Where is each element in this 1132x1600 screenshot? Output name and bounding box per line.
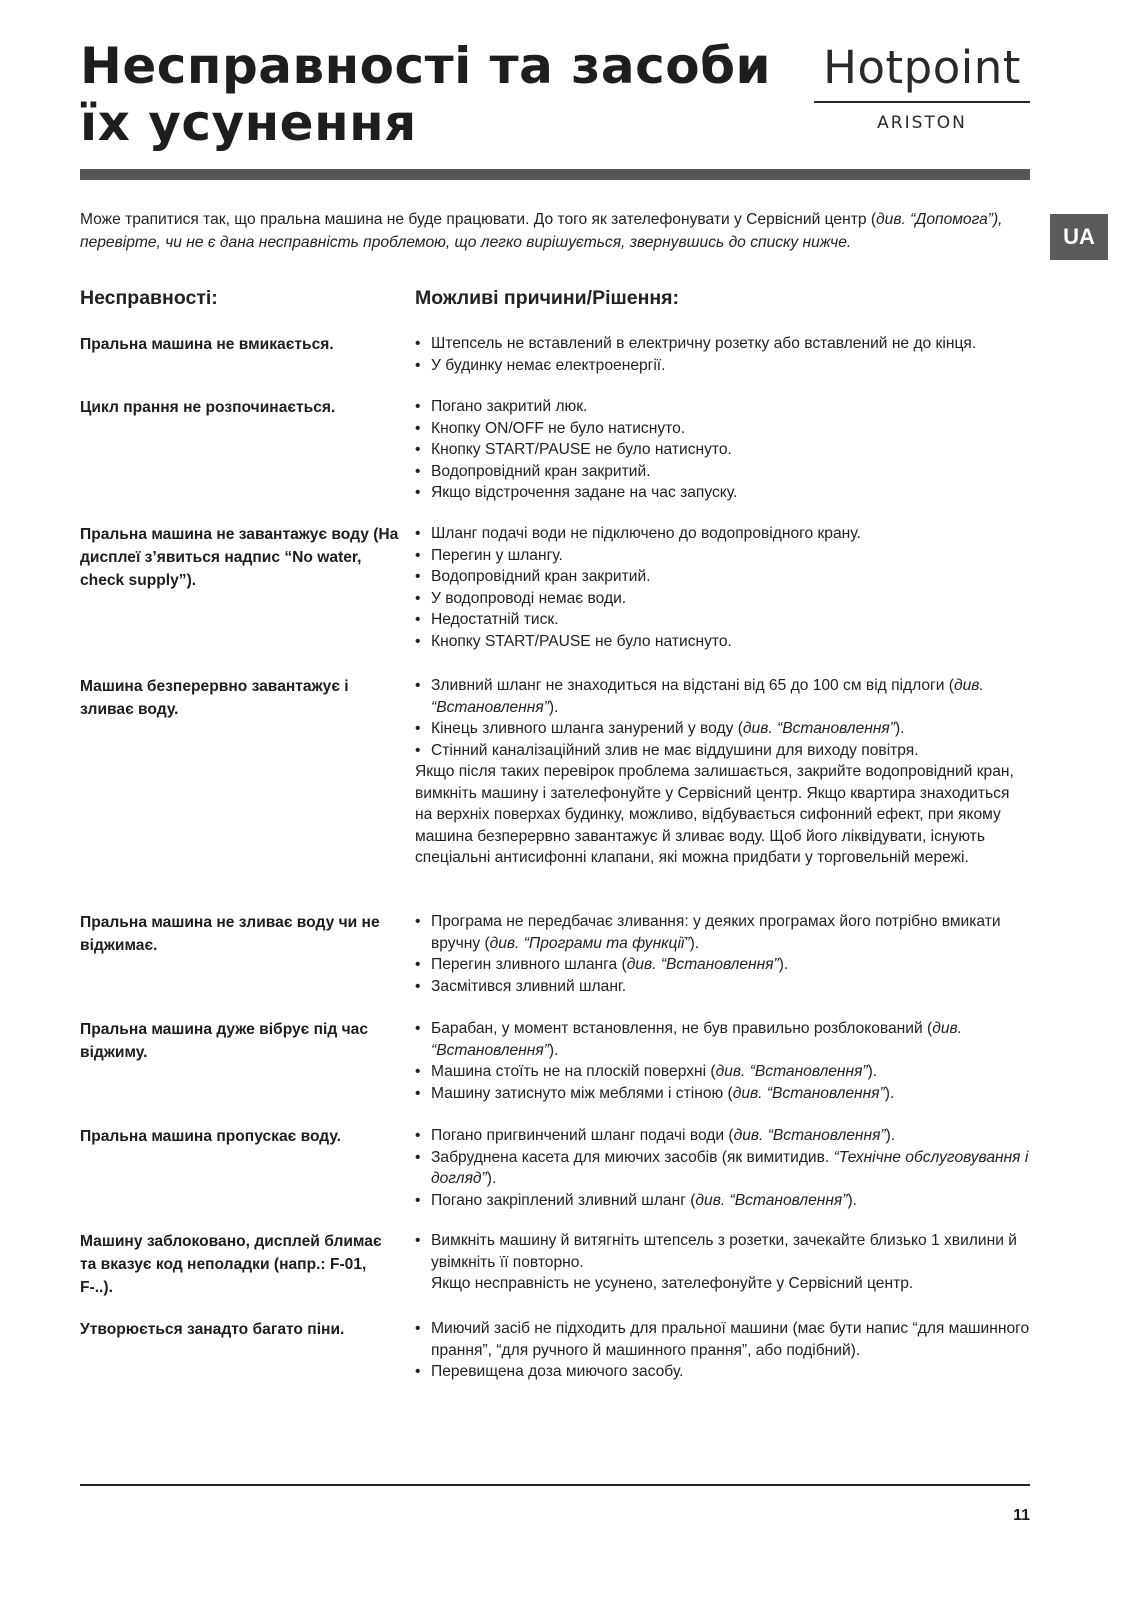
fix-reference: див. “Встановлення”: [742, 720, 895, 737]
fix-tail: ).: [894, 720, 905, 737]
fix-text: Забруднена касета для миючих засобів (як вимитидив.: [431, 1148, 834, 1166]
fix-text: Вимкніть машину й витягніть штепсель з розетки, зачекайте близько 1 хвилини й увімкніть її повторно.: [431, 1232, 1017, 1271]
fix-text: Засмітився зливний шланг.: [431, 977, 627, 995]
fix-text: Кінець зливного шланга занурений у воду (: [431, 720, 743, 737]
table-row: [80, 396, 1030, 504]
fix-list: [415, 1018, 1030, 1104]
fix-tail: ).: [689, 934, 700, 952]
fault-label: Пральна машина не завантажує воду (На дисплеї з’явиться надпис “No water, check supply”).: [80, 526, 399, 589]
fix-text: Зливний шланг не знаходиться на відстані від 65 до 100 см від підлоги (: [431, 677, 954, 694]
brand-name: Hotpoint: [823, 41, 1021, 94]
table-row: [80, 1318, 1030, 1383]
fix-tail: ).: [884, 1084, 895, 1102]
footer-rule: [80, 1484, 1030, 1486]
fix-tail: ).: [548, 1041, 559, 1059]
fix-item: [415, 588, 1030, 610]
fix-item: [415, 1230, 1030, 1273]
fix-list: [415, 911, 1030, 997]
fix-item: [415, 740, 1030, 762]
fix-item: [415, 1147, 1030, 1190]
fix-text: У будинку немає електроенергії.: [431, 356, 666, 374]
table-row: [80, 675, 1030, 869]
fault-label: Утворюється занадто багато піни.: [80, 1321, 345, 1338]
fix-text: Штепсель не вставлений в електричну розетку або вставлений не до кінця.: [431, 335, 977, 352]
page-title-line-2: їх усунення: [80, 94, 417, 152]
fix-reference: див. “Встановлення”: [733, 1127, 886, 1144]
fix-note: Якщо після таких перевірок проблема залишається, закрийте водопровідний кран, вимкніть машину і зателефонуйте у Сервісний центр. Якщо квартира знаходиться на верхніх поверхах будинку, можливо, відбувається сифонний ефект, при якому машина безперервно завантажує й зливає воду. Щоб його ліквідувати, існують спеціальні антисифонні клапани, які можна придбати у торговельній мережі.: [415, 763, 1014, 866]
brand-logo: [814, 40, 1030, 133]
fix-text: Погано пригвинчений шланг подачі води (: [431, 1127, 734, 1144]
fix-reference: “Технічне обслуговування і догляд”: [431, 1148, 1029, 1187]
fix-text: Перегин у шлангу.: [431, 546, 563, 564]
table-row: [80, 1230, 1030, 1295]
fix-item: [415, 718, 1030, 740]
fix-list: [415, 396, 1030, 504]
table-row: [80, 523, 1030, 652]
fix-item: [415, 439, 1030, 461]
fix-item: [415, 675, 1030, 718]
fix-tail: ).: [486, 1170, 497, 1187]
fix-text: Перевищена доза миючого засобу.: [431, 1363, 684, 1380]
fix-item: [415, 1318, 1030, 1361]
fix-reference: див. “Встановлення”: [626, 956, 779, 973]
fix-text: Водопровідний кран закритий.: [431, 568, 651, 585]
fix-item: [415, 396, 1030, 418]
fix-item: [415, 523, 1030, 545]
fix-item: [415, 566, 1030, 588]
page-title-line-1: Несправності та засоби: [80, 37, 772, 95]
fault-label: Цикл прання не розпочинається.: [80, 399, 336, 416]
fix-text: Якщо відстрочення задане на час запуску.: [431, 484, 738, 501]
fix-list: [415, 1318, 1030, 1383]
intro-reference: див. “Допомога”), перевірте, чи не є дана несправність проблемою, що легко вирішується, звернувшись до списку нижче.: [80, 211, 1003, 251]
fault-label: Пральна машина не вмикається.: [80, 336, 334, 353]
fix-reference: див. “Встановлення”: [431, 1020, 962, 1059]
table-row: [80, 333, 1030, 376]
fix-item: [415, 545, 1030, 567]
fix-text: Кнопку START/PAUSE не було натиснуто.: [431, 441, 732, 458]
page-title: [80, 38, 780, 152]
fix-item: [415, 631, 1030, 653]
fault-label: Пральна машина дуже вібрує під час віджиму.: [80, 1021, 369, 1061]
fix-reference: див. “Встановлення”: [732, 1084, 885, 1102]
faults-column-heading: Несправності:: [80, 287, 218, 309]
fault-label: Пральна машина не зливає воду чи не віджимає.: [80, 914, 380, 954]
fix-item: [415, 461, 1030, 483]
table-row: [80, 1018, 1030, 1104]
fix-text: Машину затиснуто між меблями і стіною (: [431, 1084, 733, 1102]
fix-item: [415, 1125, 1030, 1147]
fix-list: [415, 523, 1030, 652]
intro-paragraph: [80, 208, 1035, 254]
brand-subname: ARISTON: [877, 113, 967, 133]
fix-tail: ).: [867, 1063, 878, 1080]
fix-item: [415, 1190, 1030, 1212]
fix-list: [415, 333, 1030, 376]
fix-text: Погано закритий люк.: [431, 398, 588, 415]
fault-label: Пральна машина пропускає воду.: [80, 1128, 342, 1145]
fault-label: Машина безперервно завантажує і зливає воду.: [80, 678, 349, 718]
fix-text: Стінний каналізаційний злив не має віддушини для виходу повітря.: [431, 741, 919, 759]
intro-text: Може трапитися так, що пральна машина не буде працювати. До того як зателефонувати у Сервісний центр (: [80, 211, 877, 228]
causes-column-heading: Можливі причини/Рішення:: [415, 287, 680, 309]
title-divider-bar: [80, 169, 1030, 180]
fix-item: [415, 333, 1030, 355]
table-row: [80, 1125, 1030, 1211]
fix-tail: ).: [847, 1191, 857, 1209]
fix-reference: див. “Програми та функції”: [489, 934, 690, 952]
table-row: [80, 911, 1030, 997]
fix-item: [415, 1018, 1030, 1061]
fix-tail: ).: [778, 956, 789, 973]
fix-item: [415, 1061, 1030, 1083]
fix-item: [415, 609, 1030, 631]
fix-list: [415, 675, 1030, 869]
fix-item: [415, 976, 1030, 998]
fix-item: [415, 1361, 1030, 1383]
fix-item: [415, 954, 1030, 976]
fix-tail: ).: [548, 698, 559, 716]
fix-item: [415, 911, 1030, 954]
fix-text: Водопровідний кран закритий.: [431, 462, 651, 480]
fix-item: [415, 418, 1030, 440]
fix-text: Кнопку START/PAUSE не було натиснуто.: [431, 632, 732, 650]
fix-reference: див. “Встановлення”: [715, 1063, 868, 1080]
fix-text: Перегин зливного шланга (: [431, 956, 627, 973]
fix-tail: ).: [885, 1127, 896, 1144]
fix-text: Машина стоїть не на плоскій поверхні (: [431, 1063, 716, 1080]
fix-text: Недостатній тиск.: [431, 611, 559, 628]
fix-item: [415, 1083, 1030, 1105]
fix-item: [415, 482, 1030, 504]
fix-text: Погано закріплений зливний шланг (: [431, 1191, 696, 1209]
fix-text: Миючий засіб не підходить для пральної машини (має бути напис “для машинного прання”, “для ручного й машинного прання”, або подібний).: [431, 1320, 1030, 1359]
fix-text: Програма не передбачає зливання: у деяких програмах його потрібно вмикати вручну (: [431, 913, 1001, 952]
fault-label: Машину заблоковано, дисплей блимає та вказує код неполадки (напр.: F-01, F-..).: [80, 1233, 382, 1296]
brand-divider: [814, 101, 1030, 103]
fix-note: Якщо несправність не усунено, зателефонуйте у Сервісний центр.: [431, 1275, 914, 1292]
fix-reference: див. “Встановлення”: [695, 1191, 848, 1209]
fix-reference: див. “Встановлення”: [431, 677, 984, 716]
page-number: 11: [1013, 1507, 1030, 1524]
fix-list: [415, 1125, 1030, 1211]
fix-text: Барабан, у момент встановлення, не був правильно розблокований (: [431, 1020, 933, 1037]
fix-text: У водопроводі немає води.: [431, 589, 627, 607]
fix-item: [415, 355, 1030, 377]
language-tab: UA: [1050, 214, 1108, 260]
fix-text: Шланг подачі води не підключено до водопровідного крану.: [431, 525, 861, 542]
fix-list: [415, 1230, 1030, 1295]
fix-text: Кнопку ON/OFF не було натиснуто.: [431, 419, 686, 437]
